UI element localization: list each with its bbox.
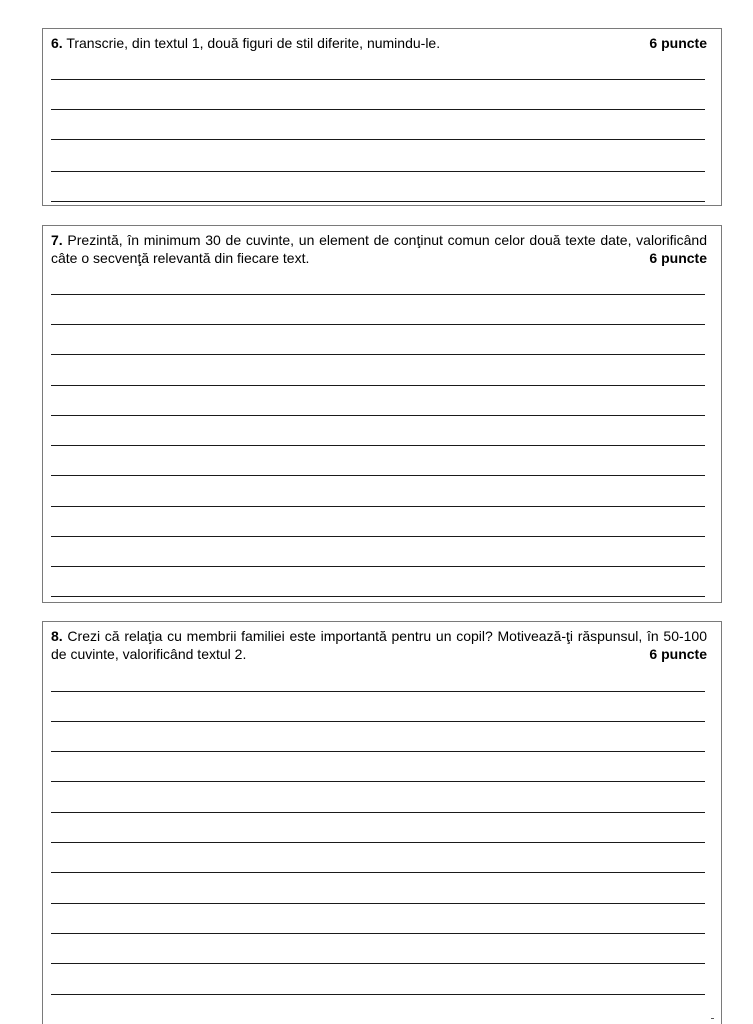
answer-line[interactable] <box>51 963 705 964</box>
answer-line[interactable] <box>51 506 705 507</box>
question-7-text: Prezintă, în minimum 30 de cuvinte, un element de conţinut comun celor două texte date, valorificând câte o secvenţă relevantă din fiecare text. <box>51 232 707 266</box>
question-6-points: 6 puncte <box>649 35 707 51</box>
question-7-answer-lines[interactable] <box>51 226 705 602</box>
answer-line[interactable] <box>51 933 705 934</box>
question-7-box <box>42 225 722 603</box>
answer-line[interactable] <box>51 903 705 904</box>
answer-line[interactable] <box>51 294 705 295</box>
answer-line[interactable] <box>51 872 705 873</box>
answer-line[interactable] <box>51 139 705 140</box>
answer-line[interactable] <box>51 781 705 782</box>
answer-line[interactable] <box>51 171 705 172</box>
question-8-box <box>42 621 722 1024</box>
question-8-number: 8. <box>51 628 63 644</box>
answer-line[interactable] <box>51 751 705 752</box>
question-7-points: 6 puncte <box>649 250 707 266</box>
answer-line[interactable] <box>51 324 705 325</box>
answer-line[interactable] <box>51 475 705 476</box>
answer-line[interactable] <box>51 721 705 722</box>
question-8-answer-lines[interactable] <box>51 622 708 1024</box>
question-8-points: 6 puncte <box>649 646 707 662</box>
answer-line[interactable] <box>51 445 705 446</box>
answer-line[interactable] <box>51 536 705 537</box>
page-corner-mark <box>711 1018 714 1019</box>
answer-line[interactable] <box>51 415 705 416</box>
question-6-number: 6. <box>51 35 63 51</box>
answer-line[interactable] <box>51 842 705 843</box>
answer-line[interactable] <box>51 812 705 813</box>
answer-line[interactable] <box>51 79 705 80</box>
answer-line[interactable] <box>51 691 705 692</box>
answer-line[interactable] <box>51 385 705 386</box>
answer-line[interactable] <box>51 201 705 202</box>
answer-line[interactable] <box>51 596 705 597</box>
question-8-text: Crezi că relaţia cu membrii familiei este importantă pentru un copil? Motivează-ţi răspunsul, în 50-100 de cuvinte, valorificând textul 2. <box>51 628 708 662</box>
answer-line[interactable] <box>51 566 705 567</box>
question-7-number: 7. <box>51 232 63 248</box>
answer-line[interactable] <box>51 994 705 995</box>
question-6-box <box>42 28 722 206</box>
question-6-answer-lines[interactable] <box>51 29 705 205</box>
question-6-text: Transcrie, din textul 1, două figuri de stil diferite, numindu-le. <box>66 35 441 51</box>
answer-line[interactable] <box>51 109 705 110</box>
answer-line[interactable] <box>51 354 705 355</box>
